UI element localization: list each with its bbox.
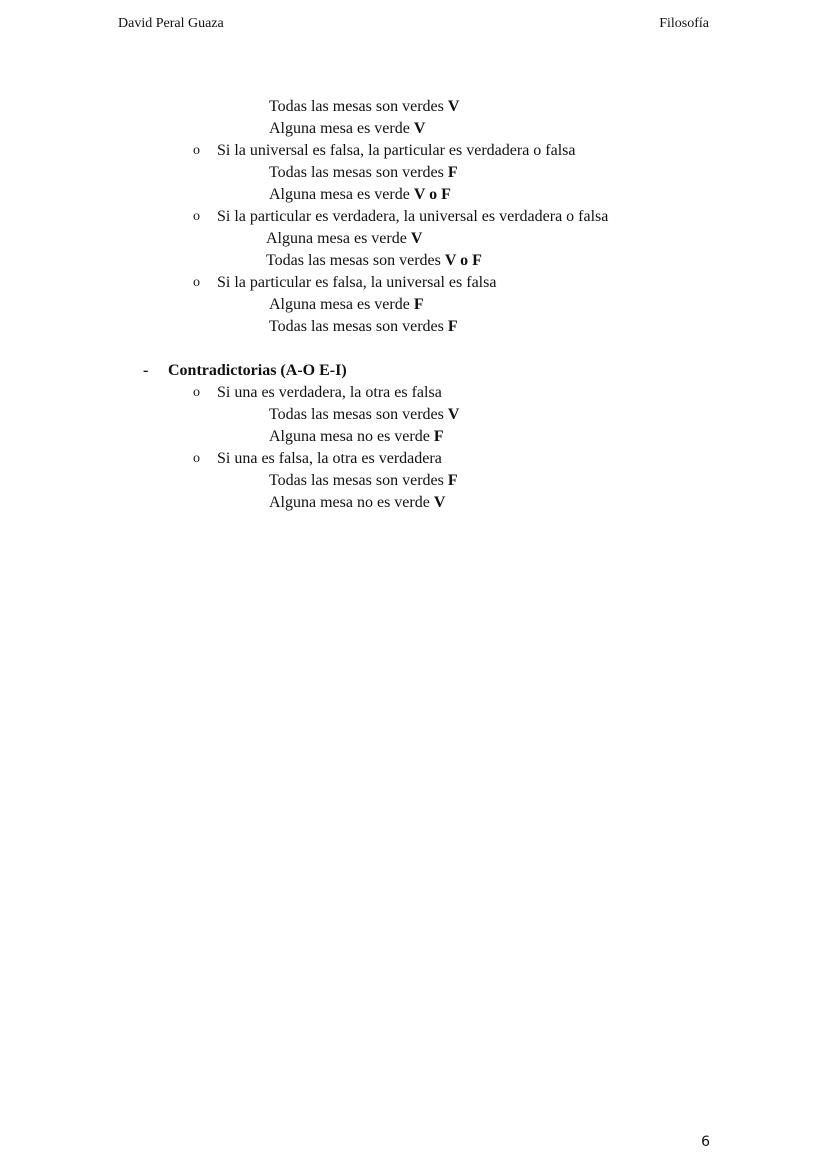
page-number: 6 <box>701 1134 710 1150</box>
circle-bullet-icon: o <box>193 209 200 224</box>
example-text: Todas las mesas son verdes <box>269 164 448 181</box>
example-line <box>0 426 828 448</box>
example-text: Todas las mesas son verdes <box>269 318 448 335</box>
section-heading <box>0 360 828 382</box>
truth-value: V <box>413 120 426 137</box>
rule-text: Si la particular es verdadera, la universal es verdadera o falsa <box>217 208 609 225</box>
rule-text: Si una es falsa, la otra es verdadera <box>217 450 442 467</box>
circle-bullet-icon: o <box>193 451 200 466</box>
truth-value: F <box>447 164 458 181</box>
rule-item <box>0 448 828 470</box>
example-text: Alguna mesa es verde <box>269 186 414 203</box>
example-line <box>0 162 828 184</box>
header-author: David Peral Guaza <box>118 16 224 31</box>
example-text: Todas las mesas son verdes <box>269 472 448 489</box>
example-text: Alguna mesa no es verde <box>269 428 434 445</box>
example-line <box>0 184 828 206</box>
example-text: Alguna mesa es verde <box>269 120 414 137</box>
example-line <box>0 316 828 338</box>
example-text: Todas las mesas son verdes <box>269 98 448 115</box>
rule-item <box>0 382 828 404</box>
truth-value: F <box>447 472 458 489</box>
truth-value: V o F <box>413 186 451 203</box>
spacer <box>0 338 828 360</box>
example-line <box>0 228 828 250</box>
example-line <box>0 404 828 426</box>
rule-text: Si la universal es falsa, la particular es verdadera o falsa <box>217 142 576 159</box>
example-line <box>0 96 828 118</box>
document-body <box>0 96 828 514</box>
truth-value: V <box>447 98 460 115</box>
section-title: Contradictorias (A-O E-I) <box>168 362 347 379</box>
truth-value: F <box>447 318 458 335</box>
example-text: Alguna mesa no es verde <box>269 494 434 511</box>
example-text: Todas las mesas son verdes <box>269 406 448 423</box>
dash-bullet-icon: - <box>143 362 149 379</box>
circle-bullet-icon: o <box>193 143 200 158</box>
example-text: Alguna mesa es verde <box>266 230 411 247</box>
truth-value: F <box>433 428 444 445</box>
rule-item <box>0 140 828 162</box>
example-line <box>0 250 828 272</box>
truth-value: V <box>433 494 446 511</box>
rule-text: Si la particular es falsa, la universal es falsa <box>217 274 497 291</box>
circle-bullet-icon: o <box>193 385 200 400</box>
truth-value: V <box>447 406 460 423</box>
truth-value: F <box>413 296 424 313</box>
example-line <box>0 118 828 140</box>
rule-text: Si una es verdadera, la otra es falsa <box>217 384 442 401</box>
header-subject: Filosofía <box>659 16 709 31</box>
rule-item <box>0 272 828 294</box>
example-line <box>0 470 828 492</box>
truth-value: V o F <box>444 252 482 269</box>
example-text: Todas las mesas son verdes <box>266 252 445 269</box>
circle-bullet-icon: o <box>193 275 200 290</box>
example-text: Alguna mesa es verde <box>269 296 414 313</box>
truth-value: V <box>410 230 423 247</box>
example-line <box>0 492 828 514</box>
rule-item <box>0 206 828 228</box>
example-line <box>0 294 828 316</box>
